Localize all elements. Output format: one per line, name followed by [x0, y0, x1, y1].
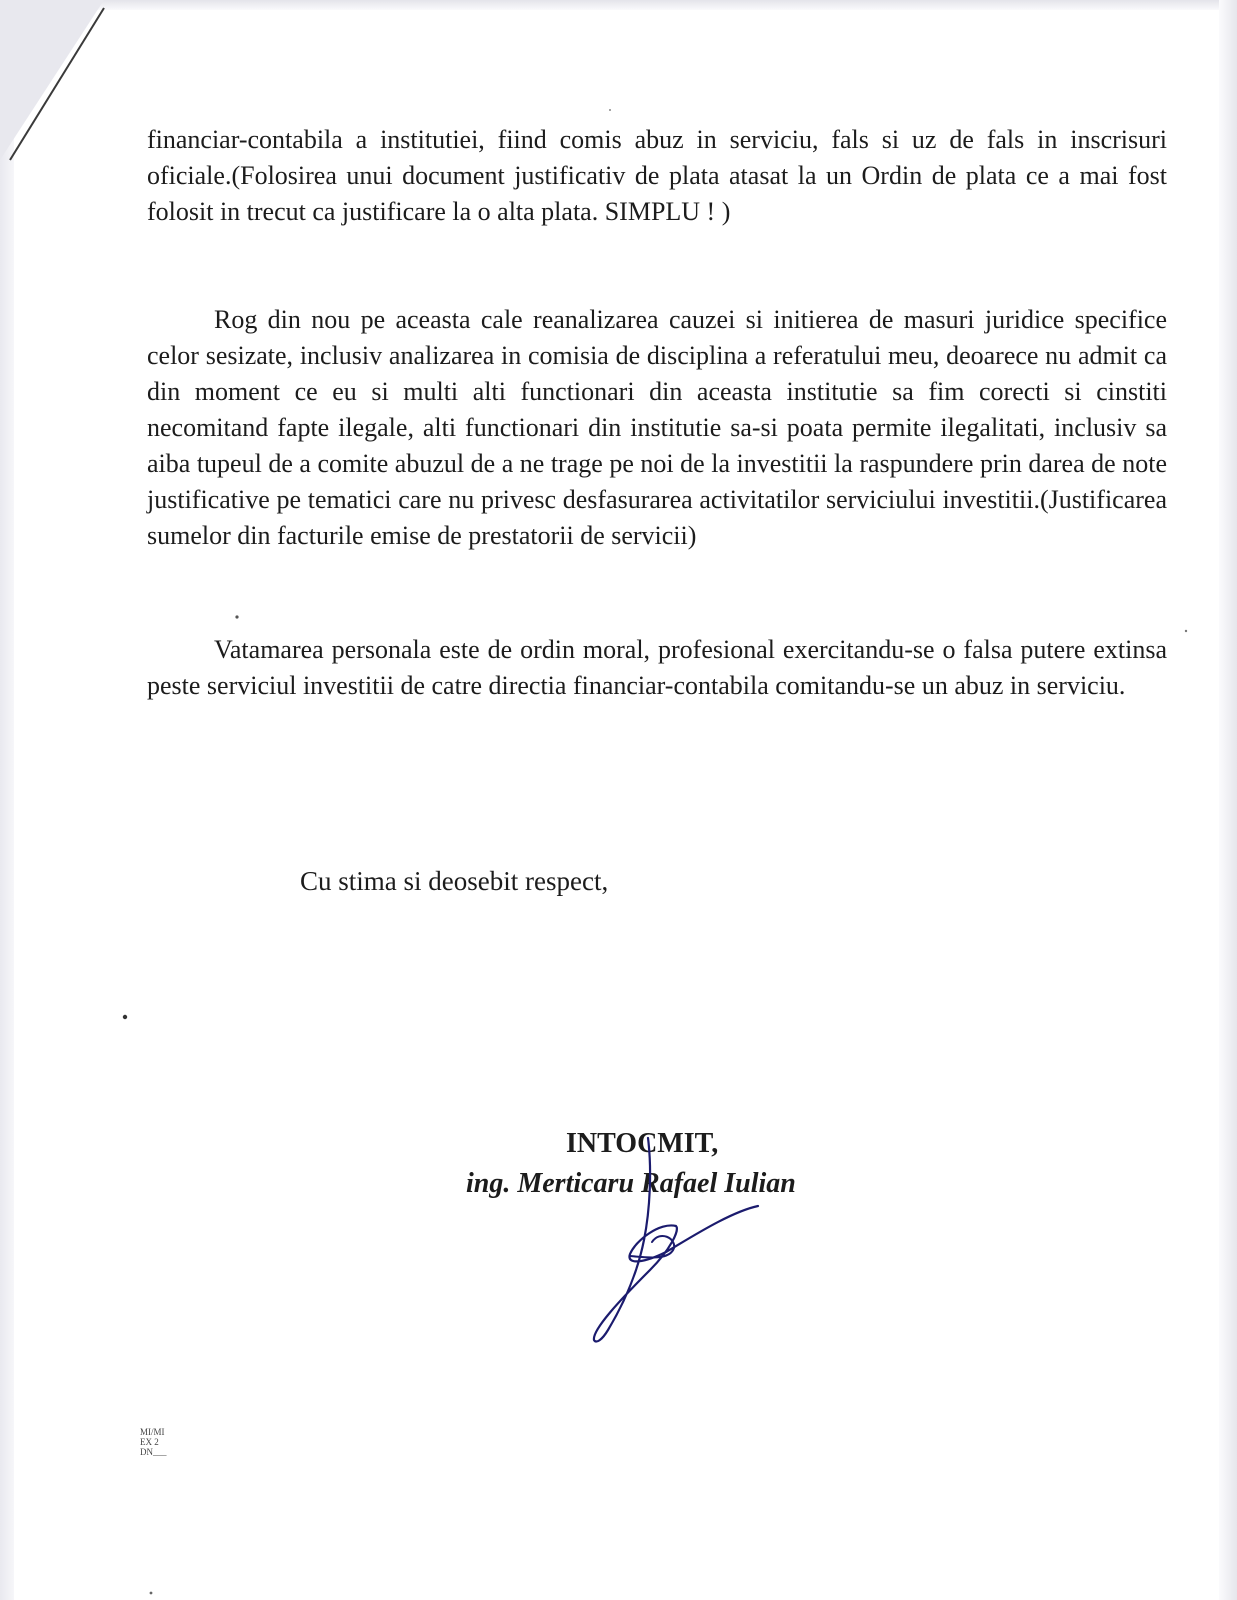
- folded-corner-mark: [0, 0, 120, 200]
- scan-edge-left: [0, 0, 14, 1600]
- document-reference-code: [140, 1427, 167, 1457]
- closing-salutation: Cu stima si deosebit respect,: [300, 866, 609, 896]
- scan-edge-top: [0, 0, 1237, 10]
- doc-code-line-2: EX 2: [140, 1437, 159, 1447]
- doc-code-line-3: DN___: [140, 1447, 167, 1457]
- paragraph-request-reanalysis: Rog din nou pe aceasta cale reanalizarea cauzei si initierea de masuri juridice specifice celor sesizate, inclusiv analizarea in comisia de disciplina a referatului meu, deoarece nu admit ca din moment ce eu si multi alti functionari din aceasta institutie sa fim corecti si cinstiti necomitand fapte ilegale, alti functionari din institutie sa-si poata permite ilegalitati, inclusiv sa aiba tupeul de a comite abuzul de a ne trage pe noi de la investitii la raspundere prin darea de note justificative pe tematici care nu privesc desfasurarea activitatilor serviciului investitii.(Justificarea sumelor din facturile emise de prestatorii de servicii): [147, 305, 1167, 550]
- handwritten-signature: [590, 1130, 800, 1350]
- paragraph-abuse-statement: financiar-contabila a institutiei, fiind comis abuz in serviciu, fals si uz de fals in inscrisuri oficiale.(Folosirea unui document justificativ de plata atasat la un Ordin de plata ce a mai fost folosit in trecut ca justificare la o alta plata. SIMPLU ! ): [147, 125, 1167, 226]
- scan-edge-right: [1219, 0, 1237, 1600]
- paragraph-personal-damage: Vatamarea personala este de ordin moral, profesional exercitandu-se o falsa putere extinsa peste serviciul investitii de catre directia financiar-contabila comitandu-se un abuz in serviciu.: [147, 635, 1167, 700]
- doc-code-line-1: MI/MI: [140, 1427, 165, 1437]
- signature-title: INTOCMIT,: [566, 1128, 719, 1159]
- signatory-name: ing. Merticaru Rafael Iulian: [466, 1168, 796, 1199]
